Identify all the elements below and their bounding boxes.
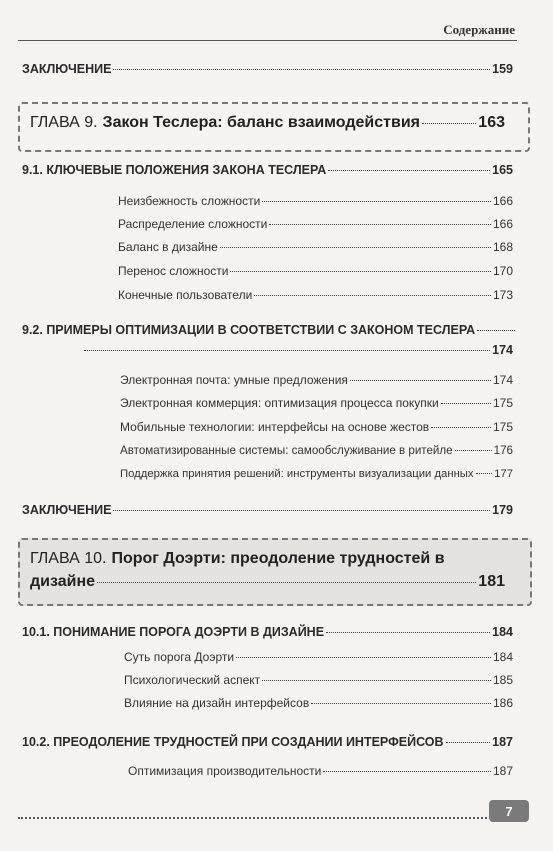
toc-entry-section-10-1[interactable] xyxy=(22,625,513,639)
chapter-number: ГЛАВА 10. xyxy=(30,550,107,567)
leader-dots xyxy=(477,330,515,331)
toc-page-number: 184 xyxy=(492,625,513,639)
chapter-title: Порог Доэрти: преодоление трудностей в xyxy=(111,550,445,567)
toc-entry-label: Психологический аспект xyxy=(124,673,261,687)
toc-entry-label: Электронная коммерция: оптимизация процесса покупки xyxy=(120,396,439,410)
toc-page-number: 170 xyxy=(492,264,513,278)
leader-dots xyxy=(97,582,476,583)
toc-entry-subsection[interactable] xyxy=(118,288,513,302)
toc-entry-label: Поддержка принятия решений: инструменты визуализации данных xyxy=(120,468,474,480)
leader-dots xyxy=(326,632,490,633)
leader-dots xyxy=(441,403,491,404)
toc-entry-chapter-9[interactable] xyxy=(30,114,505,132)
leader-dots xyxy=(220,247,491,248)
toc-page-number: 175 xyxy=(492,420,513,434)
toc-entry-subsection[interactable] xyxy=(124,696,513,710)
toc-entry-subsection[interactable] xyxy=(118,264,513,278)
toc-page-number: 176 xyxy=(493,444,513,457)
toc-entry-label: 10.1. ПОНИМАНИЕ ПОРОГА ДОЭРТИ В ДИЗАЙНЕ xyxy=(22,625,325,639)
page-number-badge: 7 xyxy=(489,800,529,822)
toc-entry-label: Распределение сложности xyxy=(118,217,268,231)
leader-dots xyxy=(254,295,491,296)
toc-page-number: 184 xyxy=(492,650,513,664)
chapter-title: Закон Теслера: баланс взаимодействия xyxy=(102,114,420,131)
leader-dots xyxy=(476,473,493,474)
toc-page-number: 174 xyxy=(492,343,513,357)
leader-dots xyxy=(328,170,490,171)
toc-page-number: 165 xyxy=(492,163,513,177)
toc-page-number: 175 xyxy=(492,396,513,410)
toc-entry-label: Оптимизация производительности xyxy=(128,764,322,778)
toc-entry-subsection[interactable] xyxy=(124,673,513,687)
toc-entry-label: Баланс в дизайне xyxy=(118,240,218,254)
toc-entry-label: Автоматизированные системы: самообслуживание в ритейле xyxy=(120,444,453,457)
toc-entry-chapter-10[interactable] xyxy=(30,550,505,568)
toc-entry-subsection[interactable] xyxy=(120,396,513,410)
toc-entry-label: 9.2. ПРИМЕРЫ ОПТИМИЗАЦИИ В СООТВЕТСТВИИ С ЗАКОНОМ ТЕСЛЕРА xyxy=(22,323,476,337)
toc-entry-section-9-2-continued[interactable] xyxy=(82,343,513,357)
toc-entry-section-9-2[interactable] xyxy=(22,323,517,337)
leader-dots xyxy=(455,450,492,451)
toc-entry-subsection[interactable] xyxy=(118,217,513,231)
leader-dots xyxy=(113,510,490,511)
toc-page-number: 174 xyxy=(492,373,513,387)
leader-dots xyxy=(350,380,491,381)
chapter-title-continued: дизайне xyxy=(30,573,96,590)
footer-rule xyxy=(18,817,495,819)
toc-page-number: 181 xyxy=(478,573,505,590)
toc-page-number: 166 xyxy=(492,217,513,231)
chapter-number: ГЛАВА 9. xyxy=(30,114,98,131)
leader-dots xyxy=(262,201,491,202)
leader-dots xyxy=(84,350,490,351)
toc-entry-label: Неизбежность сложности xyxy=(118,194,261,208)
toc-page-number: 166 xyxy=(492,194,513,208)
chapter-box xyxy=(18,538,532,606)
toc-page-number: 173 xyxy=(492,288,513,302)
toc-entry-label: Перенос сложности xyxy=(118,264,229,278)
toc-page-number: 159 xyxy=(492,62,513,76)
toc-page-number: 177 xyxy=(494,468,513,480)
toc-entry-label: Конечные пользователи xyxy=(118,288,253,302)
header-rule xyxy=(18,40,517,41)
leader-dots xyxy=(422,123,476,124)
toc-entry-subsection[interactable] xyxy=(120,444,513,457)
toc-entry-label: ЗАКЛЮЧЕНИЕ xyxy=(22,503,112,517)
leader-dots xyxy=(113,69,490,70)
leader-dots xyxy=(446,742,491,743)
toc-page-number: 163 xyxy=(478,114,505,131)
toc-page-number: 179 xyxy=(492,503,513,517)
toc-entry-section-10-2[interactable] xyxy=(22,735,513,749)
leader-dots xyxy=(269,224,491,225)
toc-entry-subsection[interactable] xyxy=(120,420,513,434)
leader-dots xyxy=(230,271,490,272)
toc-entry-subsection[interactable] xyxy=(120,373,513,387)
toc-page-number: 187 xyxy=(492,764,513,778)
leader-dots xyxy=(431,427,491,428)
toc-page-number: 186 xyxy=(492,696,513,710)
toc-entry-label: Суть порога Доэрти xyxy=(124,650,235,664)
toc-entry-label: 9.1. КЛЮЧЕВЫЕ ПОЛОЖЕНИЯ ЗАКОНА ТЕСЛЕРА xyxy=(22,163,327,177)
toc-entry-label: Мобильные технологии: интерфейсы на основе жестов xyxy=(120,420,430,434)
leader-dots xyxy=(311,703,491,704)
toc-entry-section-9-1[interactable] xyxy=(22,163,513,177)
toc-entry-label: Электронная почта: умные предложения xyxy=(120,373,348,387)
toc-entry-subsection[interactable] xyxy=(118,194,513,208)
leader-dots xyxy=(262,680,491,681)
toc-entry-subsection[interactable] xyxy=(128,764,513,778)
leader-dots xyxy=(236,657,491,658)
toc-page-number: 185 xyxy=(492,673,513,687)
toc-entry-subsection[interactable] xyxy=(120,468,513,480)
toc-entry-conclusion[interactable] xyxy=(22,503,513,517)
toc-entry-label: ЗАКЛЮЧЕНИЕ xyxy=(22,62,112,76)
toc-entry-subsection[interactable] xyxy=(124,650,513,664)
toc-entry-label: 10.2. ПРЕОДОЛЕНИЕ ТРУДНОСТЕЙ ПРИ СОЗДАНИИ ИНТЕРФЕЙСОВ xyxy=(22,735,444,749)
toc-entry-label: Влияние на дизайн интерфейсов xyxy=(124,696,310,710)
toc-page-number: 168 xyxy=(492,240,513,254)
toc-page-number: 187 xyxy=(492,735,513,749)
toc-entry-conclusion[interactable] xyxy=(22,62,513,76)
toc-entry-subsection[interactable] xyxy=(118,240,513,254)
leader-dots xyxy=(323,771,491,772)
running-header: Содержание xyxy=(443,22,515,37)
toc-entry-chapter-10-continued[interactable] xyxy=(30,573,505,591)
